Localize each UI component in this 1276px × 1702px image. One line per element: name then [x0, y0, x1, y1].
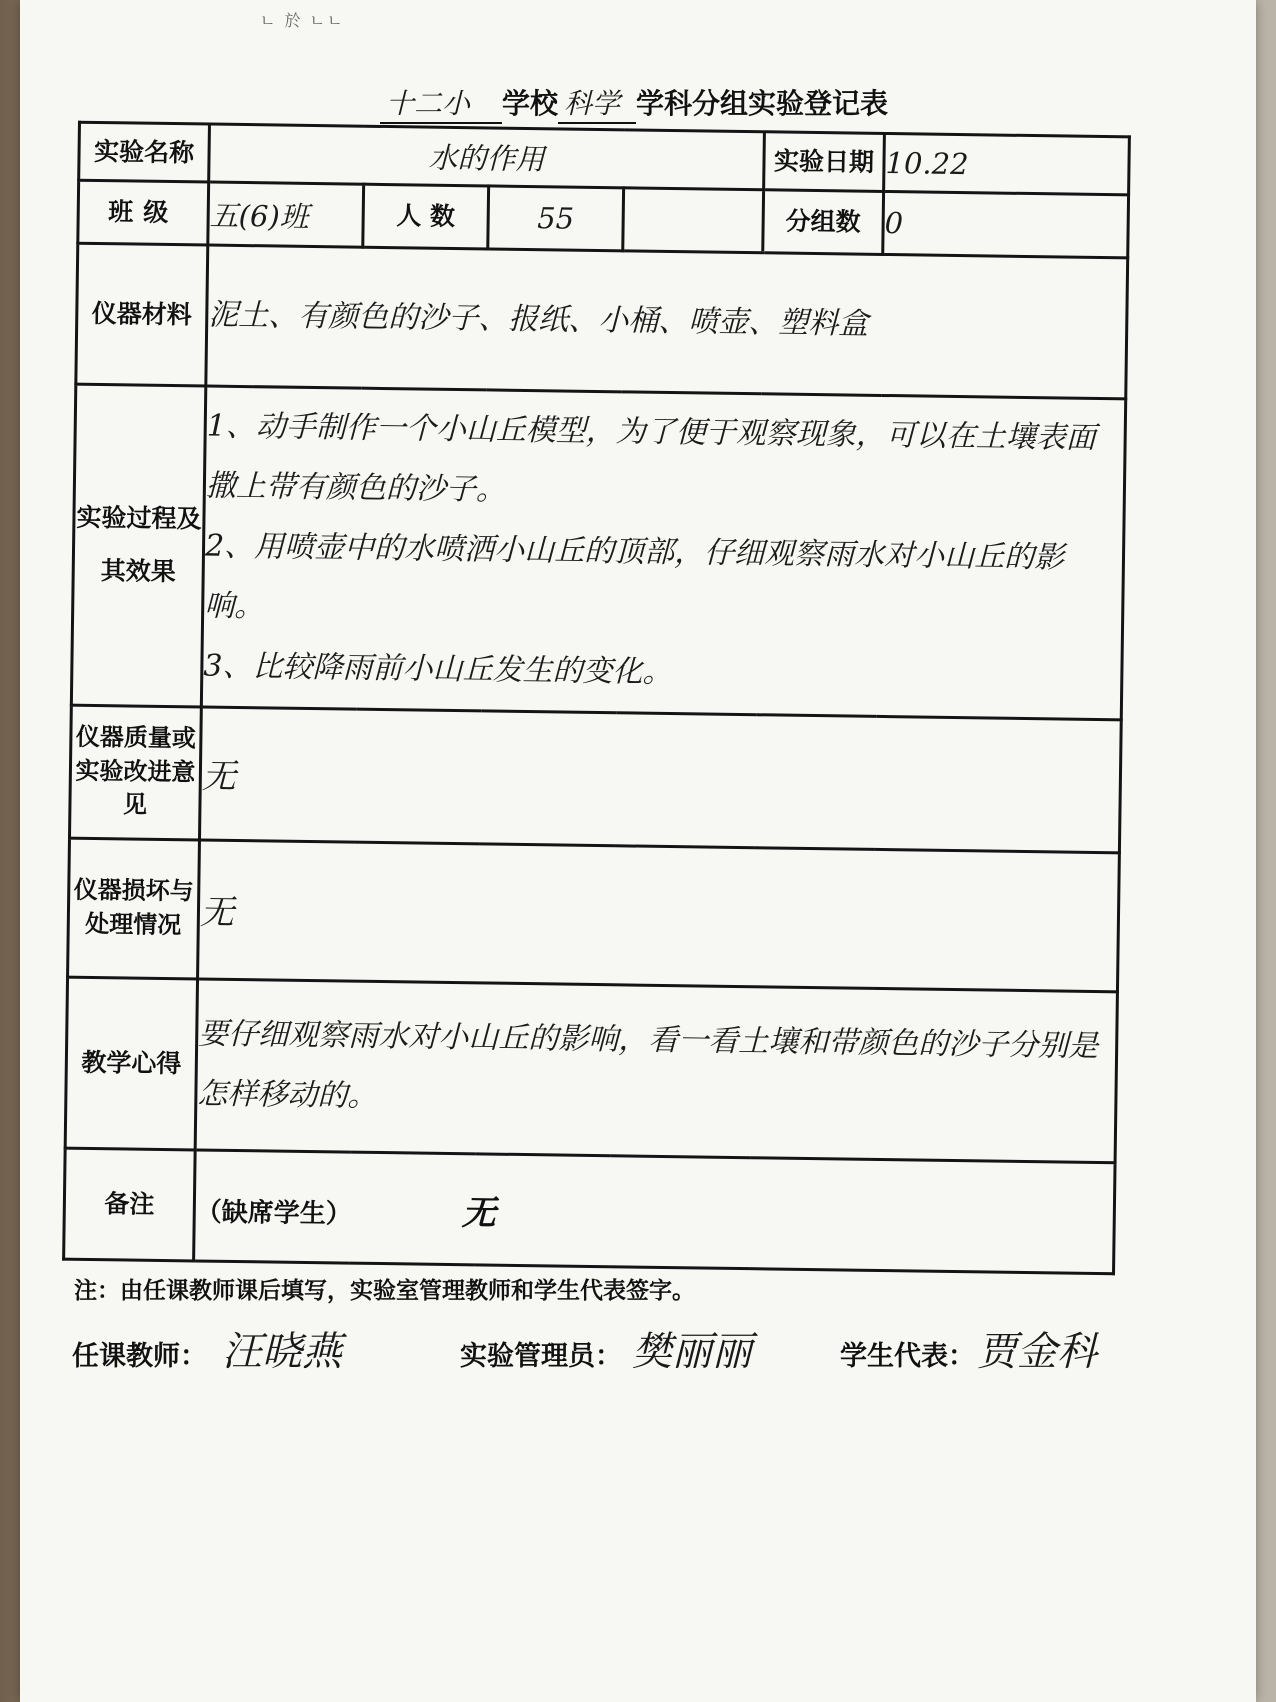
equipment-label: 仪器材料: [76, 243, 208, 386]
teacher-label: 任课教师：: [72, 1341, 207, 1372]
people-label: 人 数: [363, 185, 489, 249]
teaching-value: 要仔细观察雨水对小山丘的影响，看一看土壤和带颜色的沙子分别是怎样移动的。: [195, 979, 1117, 1163]
experiment-name-value: 水的作用: [209, 124, 765, 190]
equipment-value: 泥土、有颜色的沙子、报纸、小桶、喷壶、塑料盒: [206, 245, 1128, 399]
experiment-date-value: 10.22: [884, 133, 1130, 195]
damage-value: 无: [198, 840, 1120, 992]
remarks-value: 无: [461, 1192, 497, 1234]
row-remarks: [64, 1148, 1115, 1274]
row-equipment: [76, 243, 1128, 399]
remarks-label: 备注: [64, 1148, 196, 1261]
paper-sheet: [20, 0, 1256, 1702]
experiment-date-label: 实验日期: [764, 132, 885, 192]
remarks-cell: [194, 1150, 1115, 1274]
row-damage: [68, 838, 1120, 992]
damage-label: 仪器损坏与处理情况: [68, 838, 200, 979]
admin-label: 实验管理员：: [460, 1341, 622, 1372]
remarks-hint: （缺席学生）: [195, 1196, 352, 1230]
groups-label: 分组数: [763, 190, 884, 254]
row-quality: [69, 705, 1121, 853]
process-steps: [201, 386, 1125, 719]
subject-field: 科学: [558, 82, 636, 124]
groups-value: 0: [883, 192, 1129, 258]
admin-signature: 樊丽丽: [632, 1329, 752, 1375]
top-margin-scribble: ㄴ 於 ㄴㄴ: [260, 11, 345, 30]
experiment-name-label: 实验名称: [79, 122, 210, 182]
class-label: 班级: [78, 181, 209, 245]
process-label: 实验过程及其效果: [71, 384, 205, 706]
process-step-1: 1、动手制作一个小山丘模型，为了便于观察现象，可以在土壤表面撒上带有颜色的沙子。: [205, 408, 1097, 508]
form-title: [380, 82, 1000, 124]
school-suffix: 学校: [502, 87, 559, 120]
footer-note: 注：由任课教师课后填写，实验室管理教师和学生代表签字。: [74, 1278, 695, 1304]
people-spacer: [623, 188, 764, 252]
process-step-2: 2、用喷壶中的水喷洒小山丘的顶部，仔细观察雨水对小山丘的影响。: [204, 528, 1065, 625]
quality-value: 无: [199, 707, 1121, 853]
quality-label: 仪器质量或实验改进意见: [69, 705, 201, 840]
subject-suffix: 学科分组实验登记表: [636, 87, 889, 120]
process-step-3: 3、比较降雨前小山丘发生的变化。: [203, 648, 673, 690]
row-process: [71, 384, 1125, 719]
teaching-label: 教学心得: [65, 977, 197, 1150]
row-teaching: [65, 977, 1117, 1163]
teacher-signature: 汪晓燕: [222, 1329, 342, 1375]
experiment-register-table: [62, 121, 1131, 1276]
school-name-field: 十二小: [380, 82, 502, 124]
student-signature: 贾金科: [977, 1329, 1097, 1375]
signature-row: [72, 1320, 1202, 1390]
people-value: 55: [488, 186, 624, 250]
student-label: 学生代表：: [840, 1341, 975, 1372]
class-value: 五(6)班: [208, 182, 364, 247]
